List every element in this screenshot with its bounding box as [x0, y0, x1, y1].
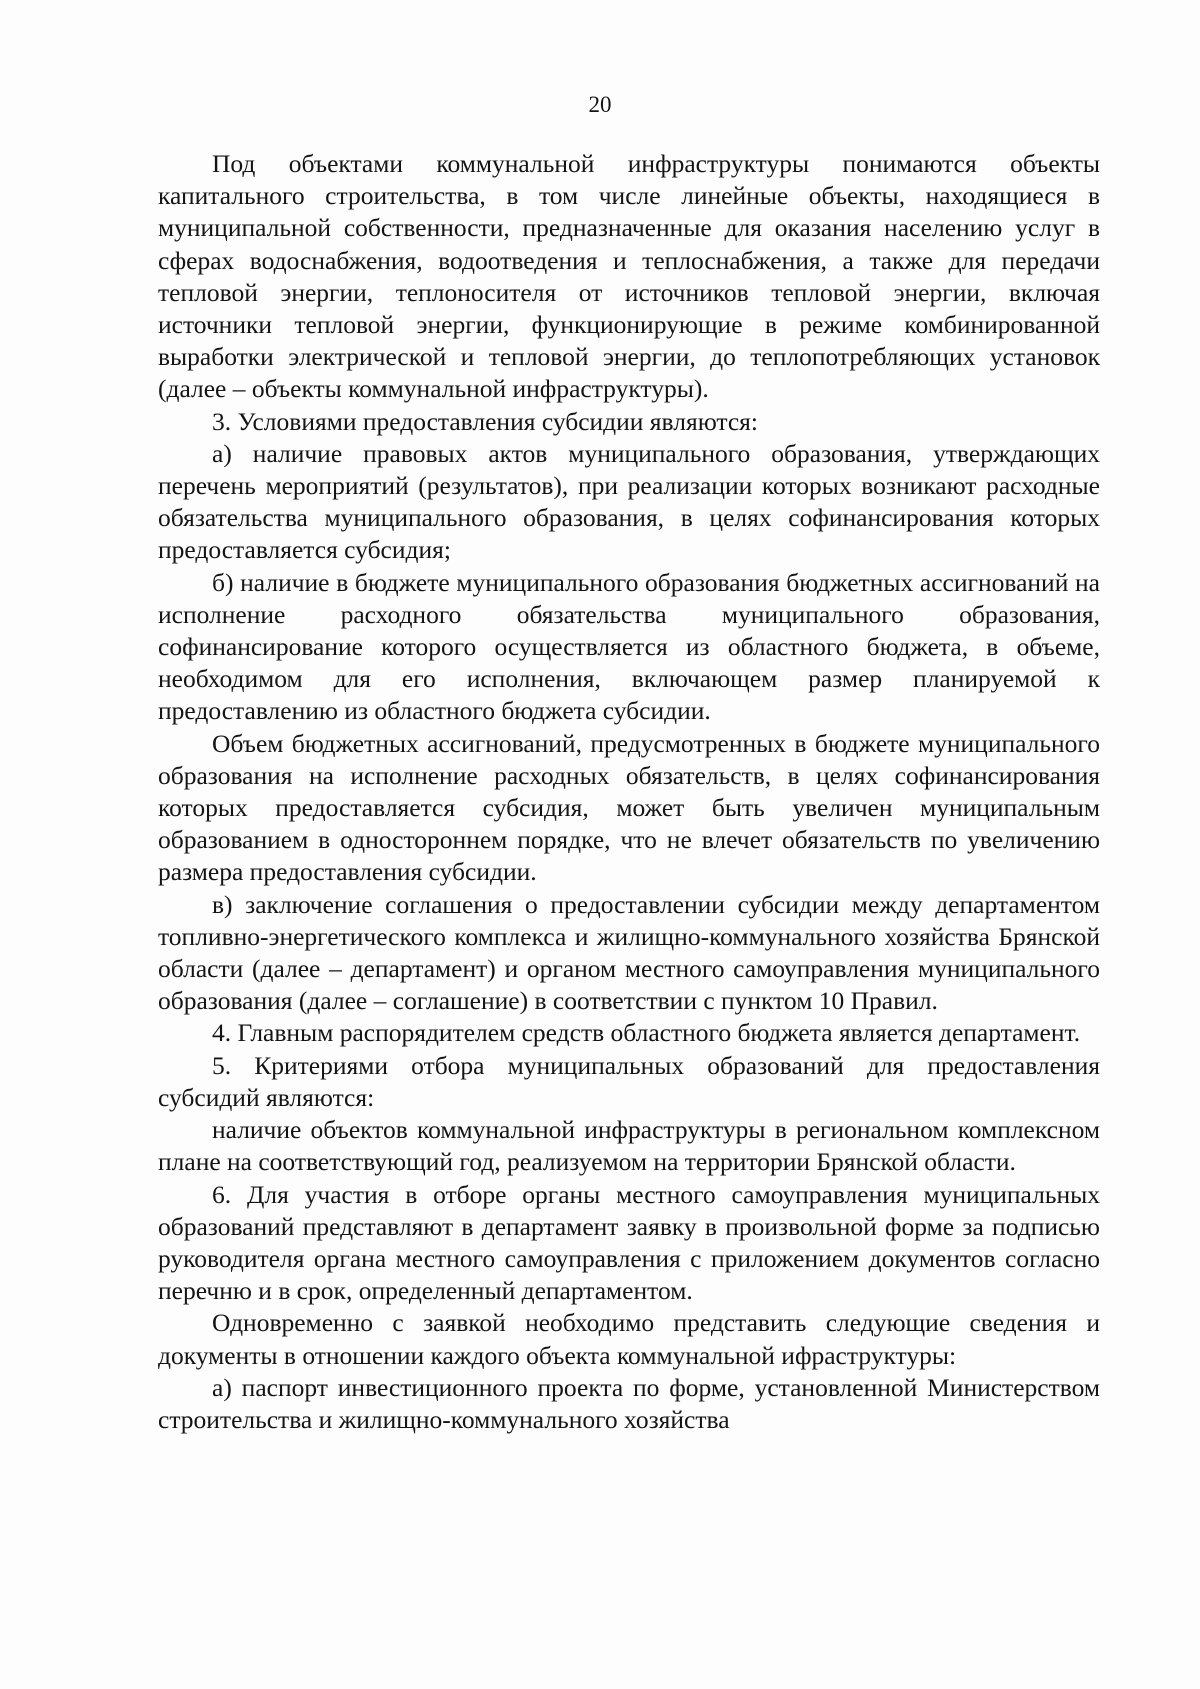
- paragraph-criteria: наличие объектов коммунальной инфраструктуры в региональном комплексном плане на соответствующий год, реализуемом на территории Брянской области.: [158, 1115, 1100, 1177]
- paragraph-item-4: 4. Главным распорядителем средств областного бюджета является департамент.: [212, 1018, 1081, 1048]
- paragraph-item-3a: а) наличие правовых актов муниципального образования, утверждающих перечень мероприятий (результатов), при реализации которых возникают расходные обязательства муниципального образования, в целях софинансирования которых предоставляется субсидия;: [158, 438, 1100, 565]
- paragraph-item-3v: в) заключение соглашения о предоставлении субсидии между департаментом топливно-энергетического комплекса и жилищно-коммунального хозяйства Брянской области (далее – департамент) и органом местного самоуправления муниципального образования (далее – соглашение) в соответствии с пунктом 10 Правил.: [158, 889, 1100, 1016]
- paragraph-item-5: 5. Критериями отбора муниципальных образований для предоставления субсидий являются:: [158, 1050, 1100, 1112]
- paragraph-definition: Под объектами коммунальной инфраструктуры понимаются объекты капитального строительства, в том числе линейные объекты, находящиеся в муниципальной собственности, предназначенные для оказания населению услуг в сферах водоснабжения, водоотведения и теплоснабжения, а также для передачи тепловой энергии, теплоносителя от источников тепловой энергии, включая источники тепловой энергии, функционирующие в режиме комбинированной выработки электрической и тепловой энергии, до теплопотребляющих установок (далее – объекты коммунальной инфраструктуры).: [158, 149, 1100, 404]
- paragraph-item-3: 3. Условиями предоставления субсидии являются:: [212, 406, 758, 436]
- paragraph-item-6a: а) паспорт инвестиционного проекта по форме, установленной Министерством строительства и жилищно-коммунального хозяйства: [158, 1372, 1100, 1434]
- paragraph-budget-volume: Объем бюджетных ассигнований, предусмотренных в бюджете муниципального образования на исполнение расходных обязательств, в целях софинансирования которых предоставляется субсидия, может быть увеличен муниципальным образованием в одностороннем порядке, что не влечет обязательств по увеличению размера предоставления субсидии.: [158, 728, 1100, 887]
- document-body: [158, 148, 1100, 1436]
- paragraph-item-6: 6. Для участия в отборе органы местного самоуправления муниципальных образований представляют в департамент заявку в произвольной форме за подписью руководителя органа местного самоуправления с приложением документов согласно перечню и в срок, определенный департаментом.: [158, 1179, 1100, 1306]
- page-number: 20: [588, 92, 612, 117]
- paragraph-documents: Одновременно с заявкой необходимо представить следующие сведения и документы в отношении каждого объекта коммунальной ифраструктуры:: [158, 1308, 1100, 1370]
- paragraph-item-3b: б) наличие в бюджете муниципального образования бюджетных ассигнований на исполнение расходного обязательства муниципального образования, софинансирование которого осуществляется из областного бюджета, в объеме, необходимом для его исполнения, включающем размер планируемой к предоставлению из областного бюджета субсидии.: [158, 567, 1100, 726]
